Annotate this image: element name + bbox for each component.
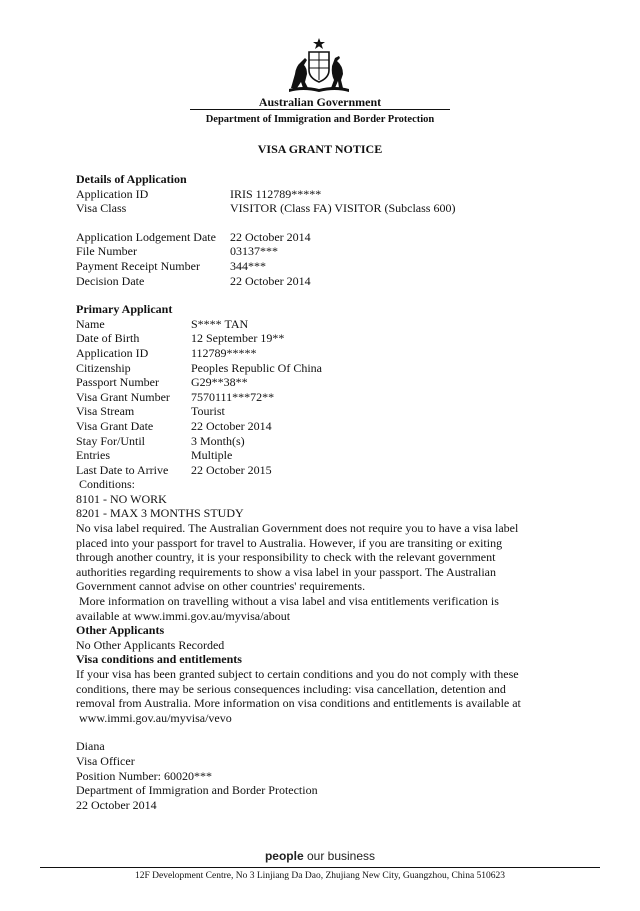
applicant-value: G29**38** <box>191 375 248 390</box>
applicant-row <box>76 375 596 390</box>
detail-value: 344*** <box>230 258 266 273</box>
detail-label: File Number <box>76 244 137 259</box>
more-info-text: available at www.immi.gov.au/myvisa/about <box>76 608 291 623</box>
applicant-row <box>76 361 596 376</box>
applicant-row <box>76 434 596 449</box>
applicant-label: Visa Stream <box>76 404 135 419</box>
applicant-value: Multiple <box>191 448 233 463</box>
visa-conditions-text: removal from Australia. More information on visa conditions and entitlements is available at <box>76 696 521 711</box>
signature-date: 22 October 2014 <box>76 797 157 812</box>
condition-item: 8201 - MAX 3 MONTHS STUDY <box>76 506 244 521</box>
visa-conditions-heading: Visa conditions and entitlements <box>76 652 242 667</box>
applicant-row <box>76 390 596 405</box>
coat-of-arms-icon <box>283 36 355 94</box>
detail-label: Visa Class <box>76 201 127 216</box>
detail-label: Decision Date <box>76 273 145 288</box>
applicant-value: 22 October 2015 <box>191 462 272 477</box>
applicant-value: 3 Month(s) <box>191 433 245 448</box>
applicant-value: S**** TAN <box>191 316 249 331</box>
officer-position: Position Number: 60020*** <box>76 768 213 783</box>
applicant-label: Entries <box>76 448 110 463</box>
visa-conditions-text: conditions, there may be serious consequences including: visa cancellation, detention and <box>76 681 506 696</box>
visa-label-text: through another country, it is your responsibility to check with the relevant government <box>76 550 496 565</box>
applicant-row <box>76 448 596 463</box>
footer-brand <box>0 849 640 863</box>
applicant-label: Date of Birth <box>76 331 140 346</box>
applicant-label: Visa Grant Number <box>76 389 170 404</box>
notice-title: VISA GRANT NOTICE <box>257 142 383 156</box>
detail-value: 22 October 2014 <box>230 273 311 288</box>
detail-row <box>76 259 596 274</box>
visa-label-text: authorities regarding requirements to show a visa label in your passport. The Australian <box>76 564 497 579</box>
detail-label: Application ID <box>76 186 149 201</box>
details-heading: Details of Application <box>76 172 187 186</box>
applicant-label: Stay For/Until <box>76 433 146 448</box>
other-applicants-text: No Other Applicants Recorded <box>76 637 225 652</box>
header-divider <box>190 109 450 110</box>
detail-row <box>76 230 596 245</box>
applicant-row <box>76 463 596 478</box>
footer-address: 12F Development Centre, No 3 Linjiang Da Dao, Zhujiang New City, Guangzhou, China 510623 <box>134 871 506 881</box>
applicant-label: Application ID <box>76 345 149 360</box>
officer-department: Department of Immigration and Border Protection <box>76 783 318 798</box>
applicant-row <box>76 419 596 434</box>
visa-label-text: placed into your passport for travel to Australia. However, if you are transiting or exiting <box>76 535 503 550</box>
applicant-value: 7570111***72** <box>191 389 275 404</box>
detail-value: 22 October 2014 <box>230 229 311 244</box>
applicant-value: 112789***** <box>191 345 257 360</box>
detail-row <box>76 187 596 202</box>
visa-label-text: No visa label required. The Australian Government does not require you to have a visa label <box>76 521 519 536</box>
applicant-value: 12 September 19** <box>191 331 285 346</box>
officer-name: Diana <box>76 739 105 754</box>
government-title: Australian Government <box>258 95 382 109</box>
visa-conditions-text: www.immi.gov.au/myvisa/vevo <box>76 710 232 725</box>
applicant-value: Peoples Republic Of China <box>191 360 322 375</box>
detail-value: IRIS 112789***** <box>230 186 322 201</box>
applicant-label: Passport Number <box>76 375 159 390</box>
primary-applicant-heading: Primary Applicant <box>76 302 173 317</box>
officer-title: Visa Officer <box>76 753 135 768</box>
detail-value: VISITOR (Class FA) VISITOR (Subclass 600) <box>230 201 456 216</box>
applicant-label: Last Date to Arrive <box>76 462 169 477</box>
detail-row <box>76 201 596 216</box>
notice-body <box>76 172 596 812</box>
conditions-label: Conditions: <box>76 477 136 492</box>
department-title: Department of Immigration and Border Protection <box>205 114 435 125</box>
detail-label: Payment Receipt Number <box>76 258 200 273</box>
more-info-text: More information on travelling without a visa label and visa entitlements verification is <box>76 594 499 609</box>
condition-item: 8101 - NO WORK <box>76 491 167 506</box>
applicant-label: Visa Grant Date <box>76 418 154 433</box>
other-applicants-heading: Other Applicants <box>76 623 165 638</box>
detail-value: 03137*** <box>230 244 278 259</box>
visa-conditions-text: If your visa has been granted subject to certain conditions and you do not comply with these <box>76 667 519 681</box>
applicant-row <box>76 331 596 346</box>
applicant-value: 22 October 2014 <box>191 418 272 433</box>
detail-label: Application Lodgement Date <box>76 229 216 244</box>
detail-row <box>76 274 596 289</box>
applicant-label: Citizenship <box>76 360 131 375</box>
applicant-row <box>76 317 596 332</box>
footer-divider <box>40 867 600 868</box>
applicant-row <box>76 346 596 361</box>
visa-label-text: Government cannot advise on other countries' requirements. <box>76 579 366 594</box>
brand-bold: people <box>264 849 304 863</box>
brand-rest: our business <box>303 849 376 863</box>
applicant-value: Tourist <box>191 404 225 419</box>
applicant-label: Name <box>76 316 105 331</box>
applicant-row <box>76 404 596 419</box>
detail-row <box>76 244 596 259</box>
